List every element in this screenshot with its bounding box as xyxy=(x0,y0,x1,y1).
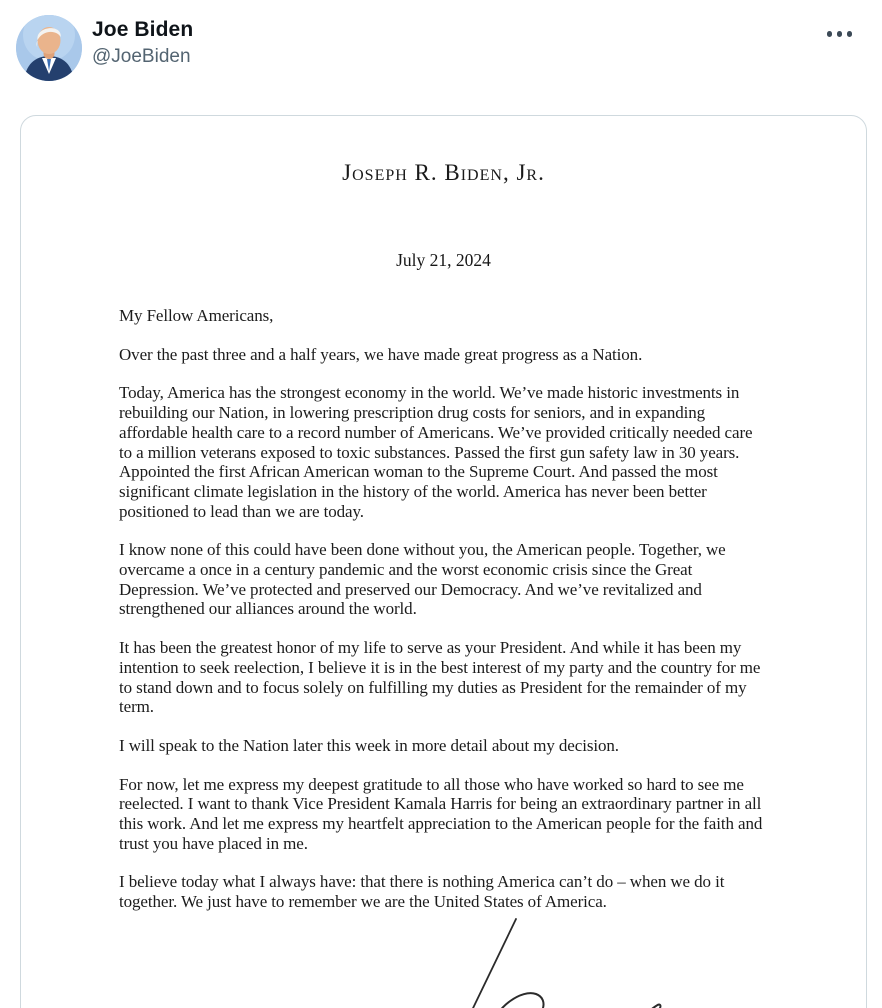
display-name[interactable]: Joe Biden xyxy=(92,18,194,41)
avatar-portrait xyxy=(16,15,82,81)
more-options-icon[interactable] xyxy=(821,25,859,43)
letter-paragraph: For now, let me express my deepest gratitude to all those who have worked so hard to see me reelected. I want to thank Vice President Kamala Harris for being an extraordinary partner in all this work. And let me express my heartfelt appreciation to the American people for the faith and trust you have placed in me. xyxy=(119,774,763,853)
user-handle[interactable]: @JoeBiden xyxy=(92,46,191,67)
signature xyxy=(376,911,706,1008)
tweet-header xyxy=(16,15,866,85)
letter-paragraph: Today, America has the strongest economy in the world. We’ve made historic investments in rebuilding our Nation, in lowering prescription drug costs for seniors, and in expanding affordable health care to a record number of Americans. We’ve provided critically needed care to a million veterans exposed to toxic substances. Passed the first gun safety law in 30 years. Appointed the first African American woman to the Supreme Court. And passed the most significant climate legislation in the history of the world. America has never been better positioned to lead than we are today. xyxy=(119,383,753,521)
letter-paragraph: It has been the greatest honor of my life to serve as your President. And while it has been my intention to seek reelection, I believe it is in the best interest of my party and the country for me to stand down and to focus solely on fulfilling my duties as President for the remainder of my term. xyxy=(119,638,761,717)
letter-salutation: My Fellow Americans, xyxy=(119,306,274,325)
letter-date: July 21, 2024 xyxy=(396,250,491,270)
tweet-image-letter[interactable] xyxy=(20,115,867,1008)
avatar[interactable] xyxy=(16,15,82,81)
verified-badge-icon: ✓ xyxy=(203,20,215,36)
letter-body xyxy=(119,306,767,931)
letter-document xyxy=(21,116,866,1008)
letter-paragraph: I know none of this could have been done without you, the American people. Together, we overcame a once in a century pandemic and the worst economic crisis since the Great Depression. We’ve protected and preserved our Democracy. And we’ve revitalized and strengthened our alliances around the world. xyxy=(119,540,726,619)
letterhead: Joseph R. Biden, Jr. xyxy=(342,160,545,185)
letter-paragraph: I will speak to the Nation later this week in more detail about my decision. xyxy=(119,735,619,755)
letter-paragraph: I believe today what I always have: that there is nothing America can’t do – when we do it together. We just have to remember we are the United States of America. xyxy=(119,872,725,912)
letter-paragraph: Over the past three and a half years, we have made great progress as a Nation. xyxy=(119,344,643,364)
